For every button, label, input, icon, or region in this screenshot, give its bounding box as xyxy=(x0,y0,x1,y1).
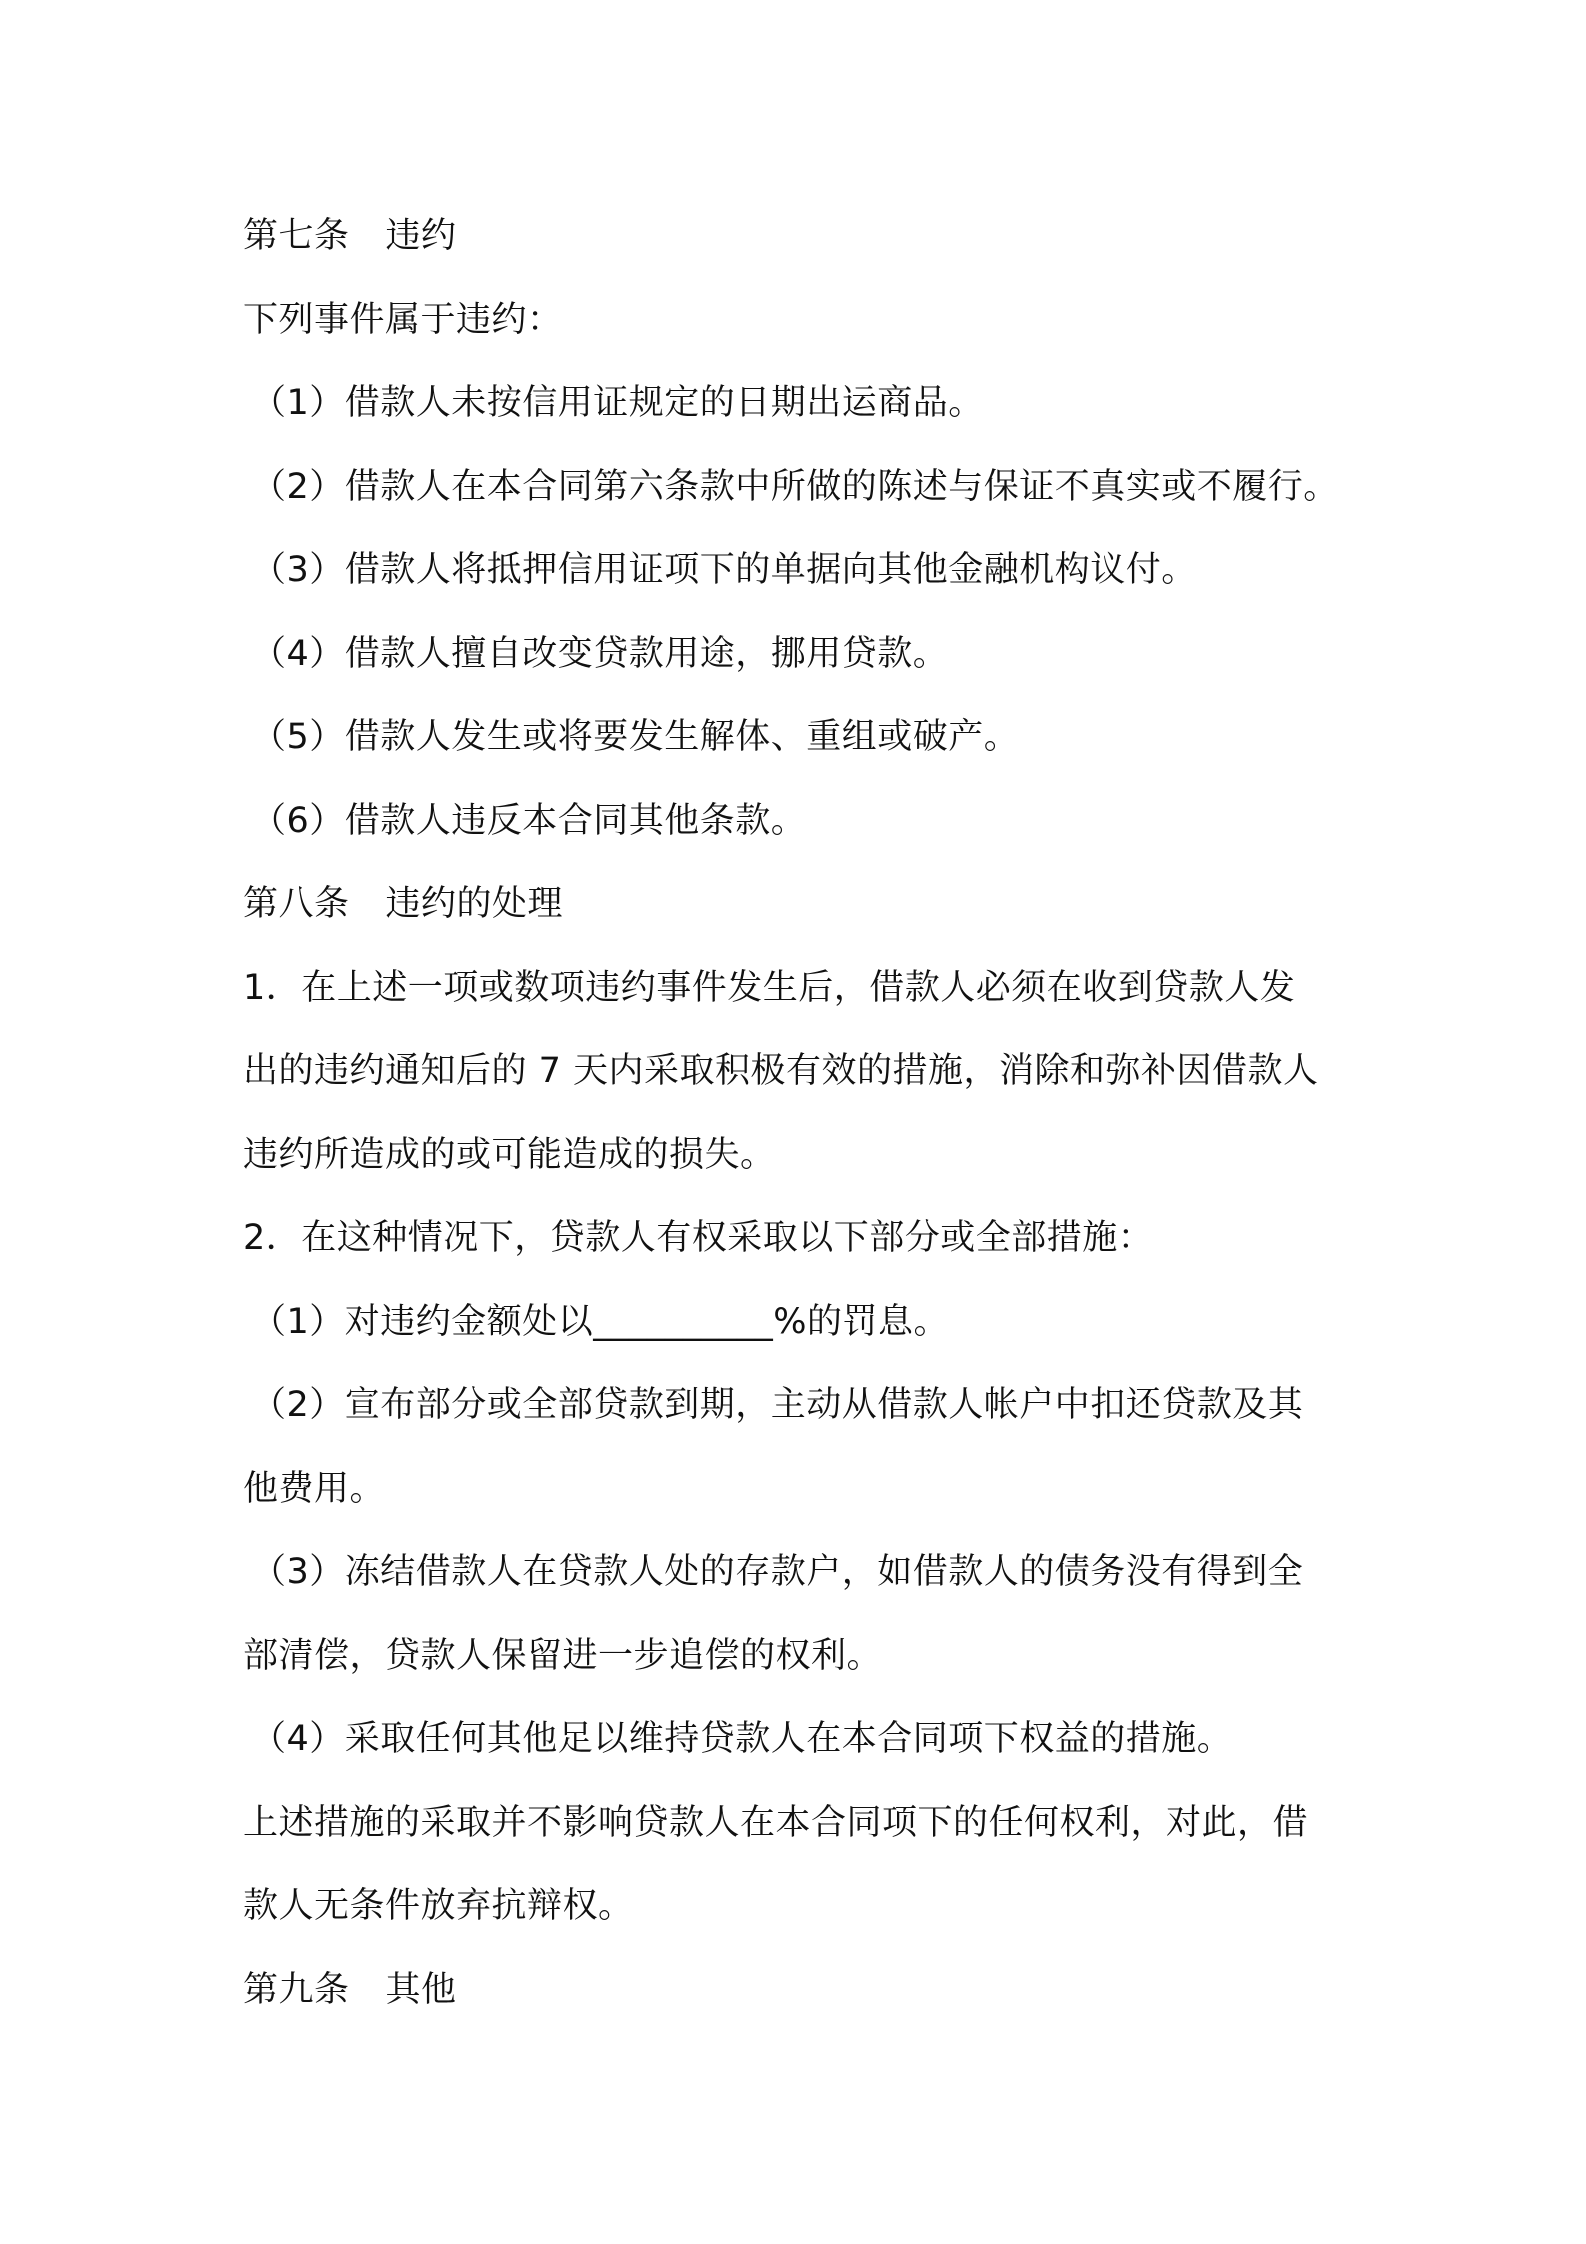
measure-3-line-2: 部清偿，贷款人保留进一步追偿的权利。 xyxy=(243,1635,883,1676)
closing-line-1: 上述措施的采取并不影响贷款人在本合同项下的任何权利，对此，借 xyxy=(243,1802,1309,1843)
article-7-number: 第七条 xyxy=(243,216,350,256)
measure-4: （4）采取任何其他足以维持贷款人在本合同项下权益的措施。 xyxy=(251,1719,1233,1759)
clause-8-1-line-1: 1．在上述一项或数项违约事件发生后，借款人必须在收到贷款人发 xyxy=(243,967,1296,1008)
article-7-intro: 下列事件属于违约： xyxy=(243,299,563,340)
breach-item-2: （2）借款人在本合同第六条款中所做的陈述与保证不真实或不履行。 xyxy=(251,466,1339,507)
measure-1: （1）对违约金额处以__________%的罚息。 xyxy=(251,1301,950,1342)
article-8-heading xyxy=(243,863,1383,947)
clause-8-2: 2．在这种情况下，贷款人有权采取以下部分或全部措施： xyxy=(243,1218,1154,1258)
breach-item-3: （3）借款人将抵押信用证项下的单据向其他金融机构议付。 xyxy=(251,550,1197,590)
article-9-title: 其他 xyxy=(385,1969,457,2010)
breach-item-5: （5）借款人发生或将要发生解体、重组或破产。 xyxy=(251,717,1020,757)
article-8-number: 第八条 xyxy=(243,884,350,924)
breach-item-6: （6）借款人违反本合同其他条款。 xyxy=(251,800,807,841)
measure-3-line-1: （3）冻结借款人在贷款人处的存款户，如借款人的债务没有得到全 xyxy=(251,1552,1304,1592)
measure-2-line-2: 他费用。 xyxy=(243,1468,386,1509)
article-8-title: 违约的处理 xyxy=(385,884,564,924)
article-7-title: 违约 xyxy=(385,216,457,256)
breach-item-1: （1）借款人未按信用证规定的日期出运商品。 xyxy=(251,383,984,423)
clause-8-1-line-2: 出的违约通知后的 7 天内采取积极有效的措施，消除和弥补因借款人 xyxy=(243,1051,1319,1091)
article-9-number: 第九条 xyxy=(243,1969,350,2010)
document-page xyxy=(243,195,1383,2032)
article-7-heading xyxy=(243,195,1383,279)
breach-item-4: （4）借款人擅自改变贷款用途，挪用贷款。 xyxy=(251,633,949,674)
article-9-heading xyxy=(243,1949,1383,2033)
clause-8-1-line-3: 违约所造成的或可能造成的损失。 xyxy=(243,1134,776,1175)
measure-2-line-1: （2）宣布部分或全部贷款到期，主动从借款人帐户中扣还贷款及其 xyxy=(251,1385,1304,1425)
closing-line-2: 款人无条件放弃抗辩权。 xyxy=(243,1886,634,1926)
